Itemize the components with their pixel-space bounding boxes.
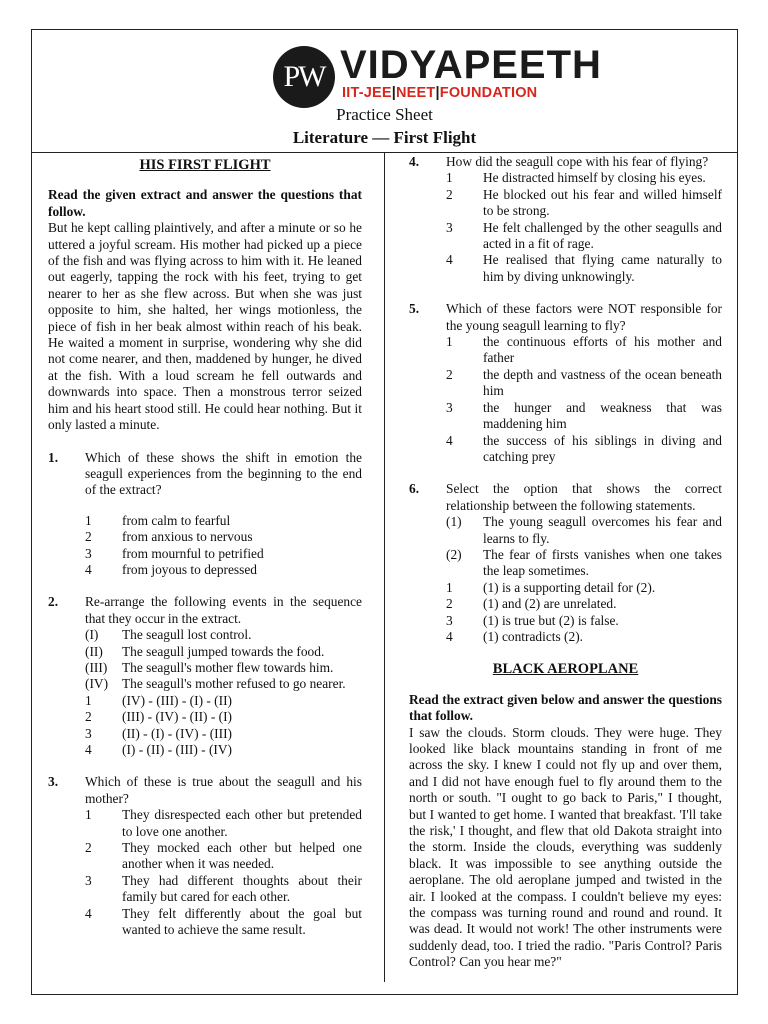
option: 3 (1) is true but (2) is false.	[446, 612, 619, 628]
instruction: Read the given extract and answer the questions that follow.	[48, 187, 362, 219]
sheet-subject: Literature — First Flight	[292, 128, 477, 147]
option: 2 They mocked each other but helped one another when it was needed.	[85, 840, 362, 872]
option: 2 the depth and vastness of the ocean beneath him	[446, 366, 722, 399]
option: 4 the success of his siblings in diving and catching prey	[446, 432, 722, 464]
column-divider	[384, 152, 385, 982]
question-1: 1. Which of these shows the shift in emotion the seagull experiences from the beginning to the end of the extract?	[48, 449, 362, 498]
question-3: 3. Which of these is true about the seagull and his mother?	[48, 774, 362, 806]
option: 4 (I) - (II) - (III) - (IV)	[85, 742, 233, 757]
option: 3 He felt challenged by the other seagulls and acted in a fit of rage.	[446, 219, 722, 252]
option: 2 (1) and (2) are unrelated.	[446, 596, 617, 612]
statement: (2) The fear of firsts vanishes when one takes the leap sometimes.	[446, 546, 722, 579]
event: (I) The seagull lost control.	[85, 627, 252, 643]
instruction: Read the extract given below and answer the questions that follow.	[409, 691, 722, 724]
section-title: HIS FIRST FLIGHT	[139, 157, 271, 173]
passage: But he kept calling plaintively, and after a minute or so he uttered a joyful scream. His mother had picked up a piece of the fish and was flying across to him with it. He leaned out eagerly, tapping the rock with his feet, trying to get nearer to her as she flew across. But when she was just opposite to him, she halted, her wings motionless, the piece of fish in her beak almost within reach of his beak. He waited a moment in surprise, wondering why she did not come nearer, and then, maddened by hunger, he dived at the fish. With a loud scream he fell outwards and downwards into space. Then a monstrous terror seized him and his heart stood still. He could hear nothing. But it only lasted a minute.	[48, 220, 362, 433]
option: 4 (1) contradicts (2).	[446, 628, 584, 644]
option: 2 from anxious to nervous	[85, 529, 253, 545]
option: 3 from mournful to petrified	[85, 545, 264, 561]
option: 1 They disrespected each other but pretended to love one another.	[85, 807, 362, 839]
sheet-title: Practice Sheet	[336, 105, 433, 124]
statement: (1) The young seagull overcomes his fear and learns to fly.	[446, 514, 722, 546]
option: 1 He distracted himself by closing his eyes.	[446, 170, 706, 186]
question-6: 6. Select the option that shows the correct relationship between the following statements.	[409, 481, 722, 513]
right-column	[409, 154, 722, 971]
option: 2 He blocked out his fear and willed himself to be strong.	[446, 186, 722, 219]
event: (III) The seagull's mother flew towards him.	[85, 659, 334, 675]
event: (IV) The seagull's mother refused to go nearer.	[85, 676, 346, 692]
option: 2 (III) - (IV) - (II) - (I)	[85, 709, 233, 725]
question-4: 4. How did the seagull cope with his fear of flying?	[409, 154, 709, 169]
question-5: 5. Which of these factors were NOT responsible for the young seagull learning to fly?	[409, 301, 722, 333]
option: 3 (II) - (I) - (IV) - (III)	[85, 725, 233, 741]
option: 1 from calm to fearful	[85, 512, 231, 528]
brand-subtitle: IIT-JEE|NEET|FOUNDATION	[342, 85, 538, 101]
option: 4 He realised that flying came naturally to him by diving unknowingly.	[446, 252, 722, 284]
brand-name: VIDYAPEETH	[340, 43, 602, 87]
option: 1 the continuous efforts of his mother and father	[446, 334, 722, 366]
question-2: 2. Re-arrange the following events in the sequence that they occur in the extract.	[48, 594, 362, 626]
option: 1 (1) is a supporting detail for (2).	[446, 579, 656, 595]
worksheet-page	[31, 29, 738, 995]
pw-logo: PW	[273, 46, 335, 108]
header	[32, 30, 737, 152]
section-title: BLACK AEROPLANE	[492, 661, 639, 678]
passage: I saw the clouds. Storm clouds. They were huge. They looked like black mountains standing in front of me across the sky. I knew I could not fly up and over them, and I did not have enough fuel to fly around them to the north or south. "I ought to go back to Paris," I thought, but I wanted to get home. I wanted that breakfast. 'I'll take the risk,' I thought, and flew that old Dakota straight into the storm. Inside the clouds, everything was suddenly black. It was impossible to see anything outside the aeroplane. The old aeroplane jumped and twisted in the air. I looked at the compass. I couldn't believe my eyes: the compass was turning round and round and round. It was dead. It would not work! The other instruments were suddenly dead, too. I tried the radio. "Paris Control? Paris Control? Can you hear me?"	[409, 724, 722, 970]
option: 4 from joyous to depressed	[85, 561, 257, 577]
left-column	[48, 154, 362, 938]
option: 3 They had different thoughts about their family but cared for each other.	[85, 872, 362, 905]
option: 3 the hunger and weakness that was maddening him	[446, 399, 722, 432]
option: 4 They felt differently about the goal but wanted to achieve the same result.	[85, 905, 362, 938]
event: (II) The seagull jumped towards the food.	[85, 643, 325, 659]
option: 1 (IV) - (III) - (I) - (II)	[85, 692, 233, 708]
